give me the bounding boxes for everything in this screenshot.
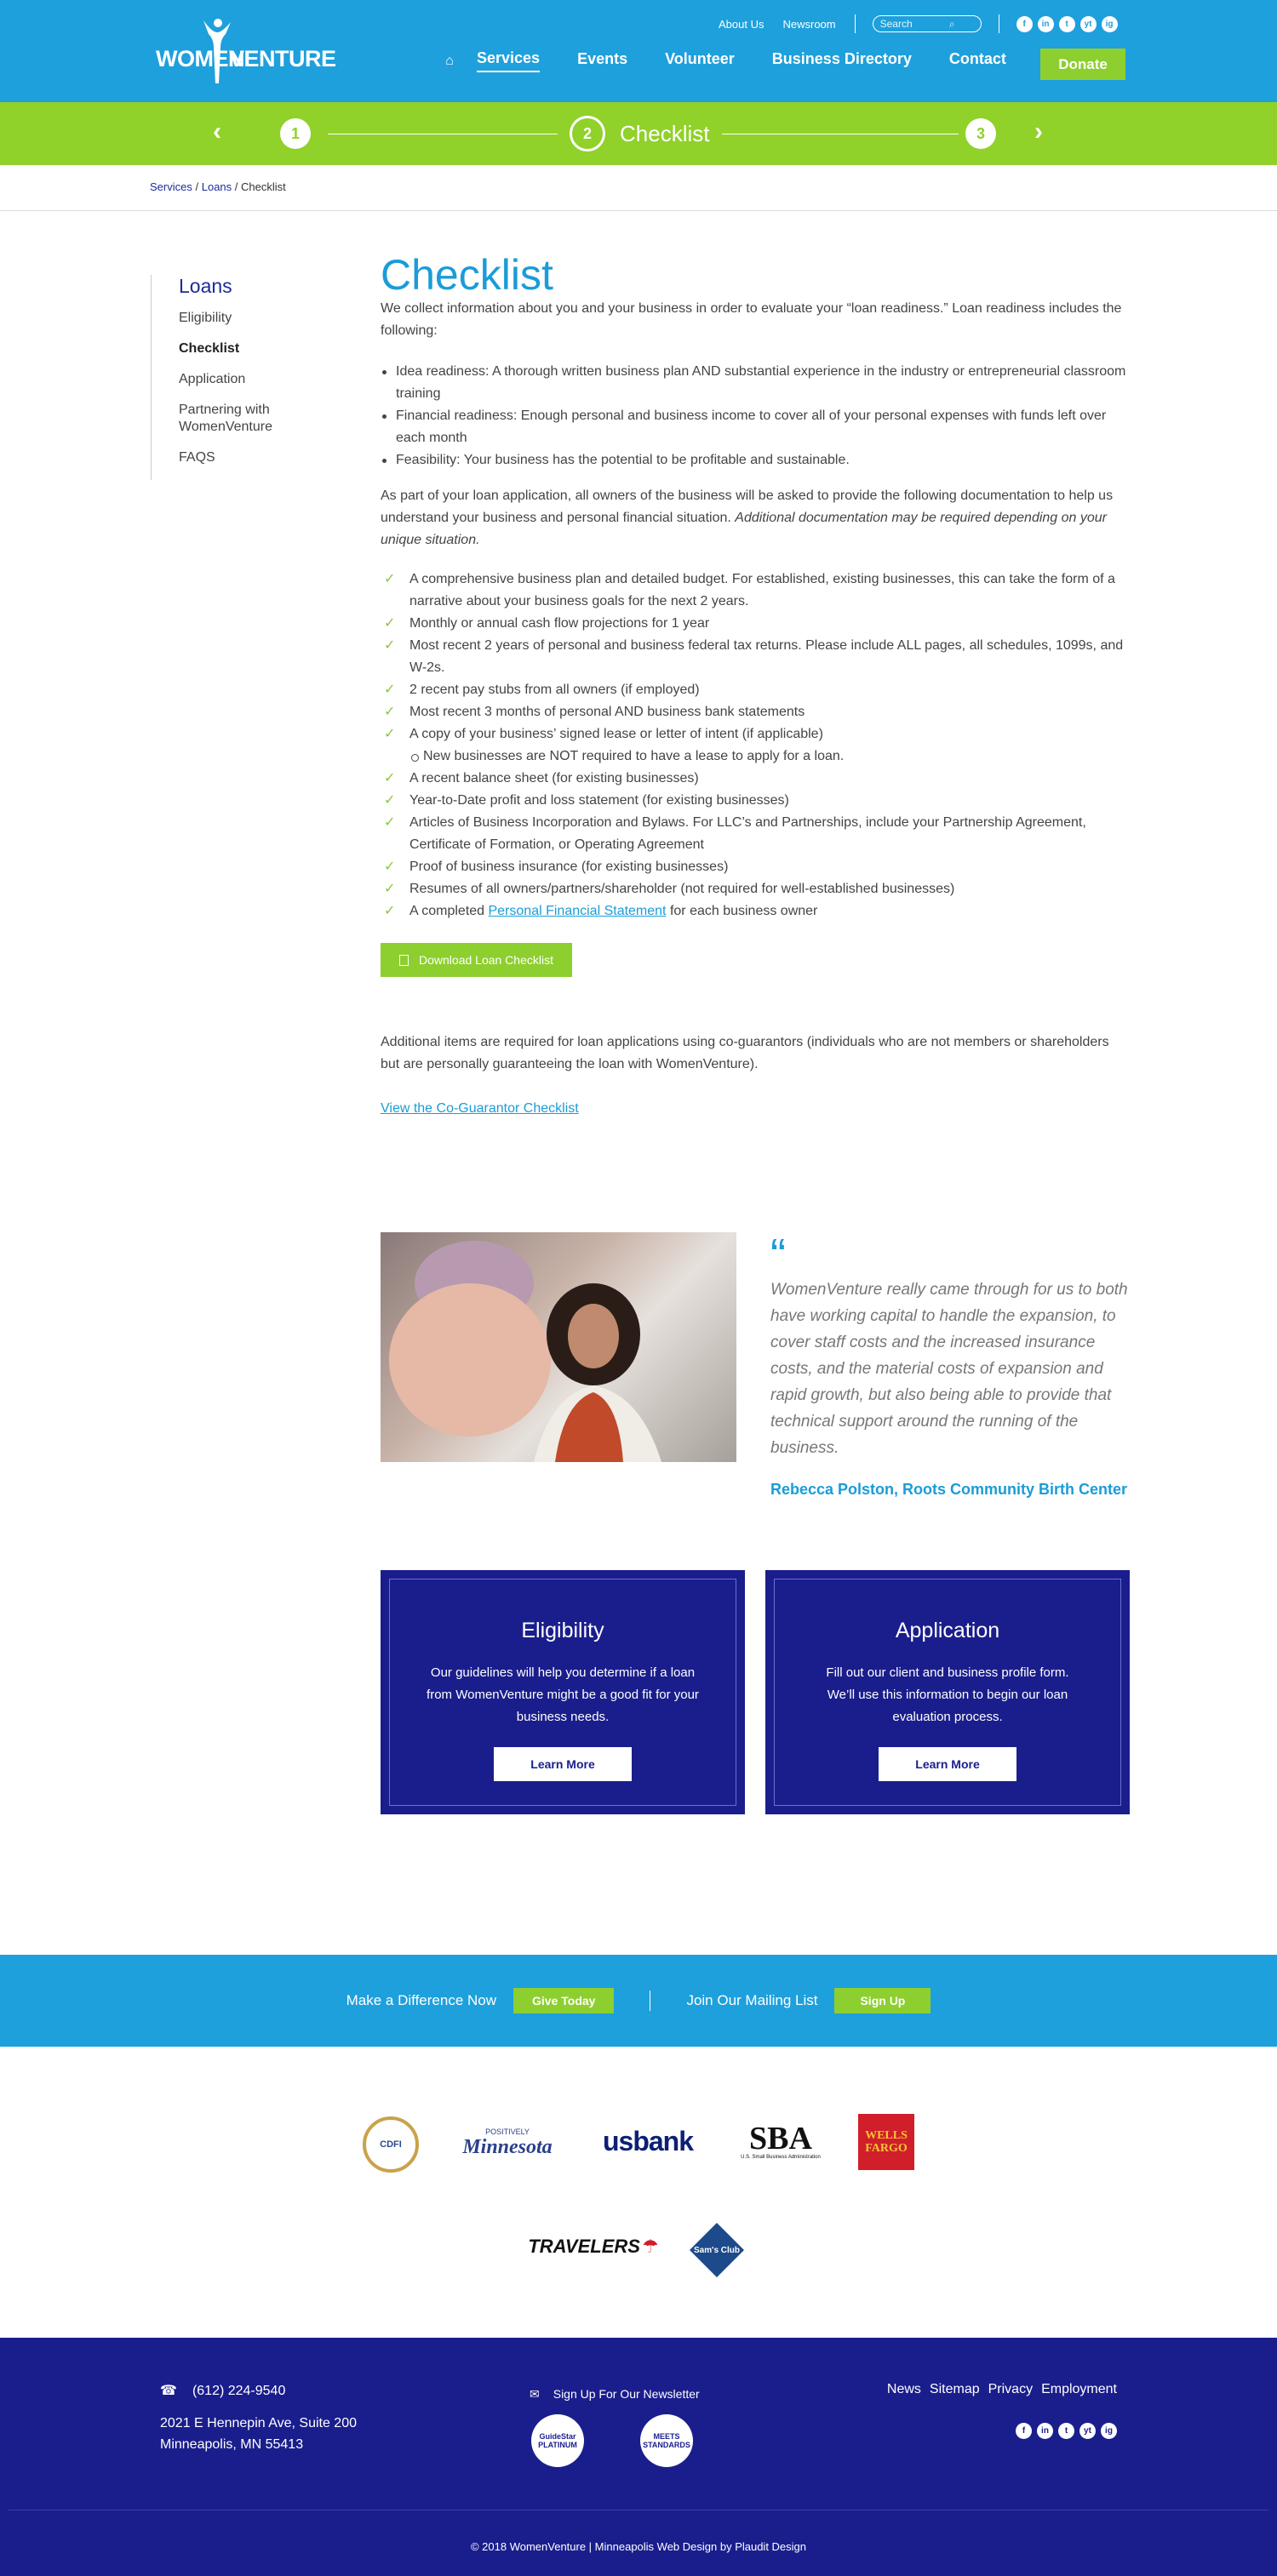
- step-1[interactable]: 1: [280, 118, 311, 149]
- newsletter-signup-link[interactable]: [530, 2387, 700, 2402]
- intro-text: We collect information about you and your business in order to evaluate your “loan readiness.” Loan readiness includes the following:: [381, 301, 1122, 338]
- list-item: [381, 768, 1130, 790]
- positively-minnesota-logo[interactable]: [456, 2121, 558, 2165]
- youtube-icon[interactable]: yt: [1079, 2423, 1096, 2439]
- nav-volunteer[interactable]: Volunteer: [665, 50, 735, 67]
- sba-logo[interactable]: [736, 2117, 826, 2165]
- linkedin-icon[interactable]: in: [1038, 16, 1054, 32]
- checklist-text: Proof of business insurance (for existing businesses): [409, 860, 729, 874]
- card-border: [389, 1579, 736, 1806]
- address-line: Minneapolis, MN 55413: [160, 2437, 304, 2452]
- logo-text: Minnesota: [462, 2135, 553, 2158]
- readiness-list: [381, 361, 1130, 471]
- logo-text: TRAVELERS: [528, 2236, 640, 2257]
- checklist-text: A comprehensive business plan and detailed budget. For established, existing businesses, this can take the form of a narrative about your business goals for the next 2 years.: [409, 572, 1115, 608]
- check-icon: ✓: [384, 771, 396, 785]
- main-content: [381, 251, 1130, 1120]
- search-input[interactable]: [873, 15, 982, 32]
- newsroom-link[interactable]: Newsroom: [782, 17, 836, 31]
- download-loan-checklist-button[interactable]: [381, 943, 572, 977]
- checklist-text: 2 recent pay stubs from all owners (if employed): [409, 683, 700, 697]
- sams-club-logo[interactable]: [690, 2223, 744, 2277]
- testimonial-author: Rebecca Polston, Roots Community Birth Center: [770, 1481, 1128, 1498]
- footer-link-employment[interactable]: Employment: [1041, 2382, 1117, 2396]
- testimonial-quote: WomenVenture really came through for us to both have working capital to handle the expansion, to cover staff costs and the increased insurance costs, and the material costs of expansion and rapid growth, but also being able to provide that technical support around the running of the business.: [770, 1281, 1128, 1457]
- site-header: [0, 0, 1277, 102]
- cta-bar: [0, 1955, 1277, 2047]
- site-footer: [0, 2338, 1277, 2576]
- card-text: Fill out our client and business profile form. We’ll use this information to begin our loan evaluation process.: [826, 1665, 1069, 1724]
- step-progress-bar: [0, 102, 1277, 165]
- list-item: [381, 723, 1130, 745]
- divider: [855, 14, 856, 33]
- phone-number: (612) 224-9540: [192, 2384, 286, 2398]
- breadcrumb: [0, 165, 1277, 211]
- travelers-logo[interactable]: [528, 2230, 659, 2264]
- document-icon: [399, 955, 409, 966]
- instagram-icon[interactable]: ig: [1102, 16, 1118, 32]
- sidebar-nav: [151, 275, 321, 480]
- breadcrumb-loans[interactable]: Loans: [201, 180, 232, 193]
- step-3[interactable]: 3: [965, 118, 996, 149]
- next-step-cards: [381, 1570, 1130, 1814]
- twitter-icon[interactable]: t: [1059, 16, 1075, 32]
- sidebar-item-partnering[interactable]: Partnering with WomenVenture: [179, 403, 272, 434]
- list-item: Feasibility: Your business has the potential to be profitable and sustainable.: [381, 449, 1130, 471]
- personal-financial-statement-link[interactable]: Personal Financial Statement: [488, 904, 667, 918]
- about-us-link[interactable]: About Us: [719, 17, 764, 31]
- copyright: © 2018 WomenVenture | Minneapolis Web Design by Plaudit Design: [470, 2540, 807, 2553]
- doc-intro-text: As part of your loan application, all owners of the business will be asked to provide the following documentation to help us understand your business and personal financial situation.: [381, 488, 1114, 525]
- quote-mark-icon: “: [770, 1230, 786, 1281]
- footer-link-sitemap[interactable]: Sitemap: [929, 2382, 980, 2396]
- check-icon: ✓: [384, 793, 396, 808]
- sign-up-button[interactable]: Sign Up: [834, 1988, 931, 2013]
- umbrella-icon: ☂: [641, 2236, 659, 2257]
- search-icon[interactable]: ⌕: [948, 17, 955, 30]
- wells-fargo-logo[interactable]: WELLS FARGO: [858, 2114, 914, 2170]
- standards-badge[interactable]: MEETS STANDARDS: [640, 2414, 693, 2467]
- footer-social: [1016, 2423, 1117, 2439]
- card-text: Our guidelines will help you determine if a loan from WomenVenture might be a good fit for your business needs.: [427, 1665, 699, 1724]
- check-icon: ✓: [384, 683, 396, 697]
- logo-word-venture: VENTURE: [229, 46, 336, 71]
- list-subitem: New businesses are NOT required to have a lease to apply for a loan.: [381, 745, 1130, 768]
- check-icon: ✓: [384, 904, 396, 918]
- checklist-text: A completed: [409, 904, 489, 918]
- download-label: Download Loan Checklist: [419, 953, 553, 967]
- list-item: [381, 679, 1130, 701]
- phone-icon: ☎: [160, 2384, 177, 2398]
- logo-word-women: WOMEN: [156, 46, 244, 71]
- social-links: [1016, 16, 1118, 32]
- list-item: [381, 856, 1130, 878]
- co-guarantor-checklist-link[interactable]: View the Co-Guarantor Checklist: [381, 1101, 579, 1116]
- sidebar-heading-loans[interactable]: Loans: [179, 275, 232, 297]
- linkedin-icon[interactable]: in: [1037, 2423, 1053, 2439]
- check-icon: ✓: [384, 638, 396, 653]
- checklist-text: Most recent 3 months of personal AND business bank statements: [409, 705, 805, 719]
- sponsor-logos: [0, 2093, 1277, 2306]
- utility-nav: [719, 14, 1118, 33]
- documentation-intro: [381, 485, 1130, 551]
- prev-step-arrow-icon[interactable]: ‹: [213, 117, 221, 146]
- card-eligibility: [381, 1570, 745, 1814]
- sidebar-item-application[interactable]: Application: [179, 372, 246, 386]
- guidestar-badge[interactable]: GuideStar PLATINUM: [531, 2414, 584, 2467]
- testimonial-photo: [381, 1232, 736, 1462]
- home-icon[interactable]: ⌂: [445, 53, 454, 68]
- breadcrumb-current: Checklist: [241, 180, 286, 193]
- doc-intro-italic: Additional documentation may be required depending on your unique situation.: [381, 511, 1108, 547]
- check-icon: ✓: [384, 882, 396, 896]
- nav-events[interactable]: Events: [577, 50, 628, 67]
- logo-text: POSITIVELY: [485, 2127, 530, 2136]
- checklist-text: Articles of Business Incorporation and Bylaws. For LLC’s and Partnerships, include your Partnership Agreement, Certificate of Formation, or Operating Agreement: [409, 815, 1086, 852]
- nav-business-directory[interactable]: Business Directory: [771, 50, 912, 67]
- checklist-text: Year-to-Date profit and loss statement (for existing businesses): [409, 793, 789, 808]
- breadcrumb-sep: /: [195, 180, 199, 193]
- list-item: [381, 613, 1130, 635]
- footer-links: [887, 2382, 1117, 2397]
- application-learn-more-button[interactable]: Learn More: [879, 1747, 1016, 1781]
- list-item: Idea readiness: A thorough written business plan AND substantial experience in the industry or entrepreneurial classroom training: [381, 361, 1130, 405]
- card-border: [774, 1579, 1121, 1806]
- checklist-text: A recent balance sheet (for existing businesses): [409, 771, 699, 785]
- card-title: Eligibility: [521, 1619, 604, 1642]
- envelope-icon: ✉: [530, 2387, 540, 2401]
- give-today-button[interactable]: Give Today: [513, 1988, 614, 2013]
- footer-phone[interactable]: [160, 2382, 285, 2399]
- nav-services[interactable]: Services: [477, 49, 540, 72]
- next-step-arrow-icon[interactable]: ›: [1034, 117, 1043, 146]
- co-guarantor-text: Additional items are required for loan applications using co-guarantors (individuals who are not members or shareholders but are personally guaranteeing the loan with WomenVenture).: [381, 1035, 1109, 1071]
- document-checklist: [381, 568, 1130, 922]
- check-icon: ✓: [384, 616, 396, 631]
- eligibility-learn-more-button[interactable]: Learn More: [494, 1747, 632, 1781]
- instagram-icon[interactable]: ig: [1101, 2423, 1117, 2439]
- search-placeholder: Search: [879, 18, 913, 30]
- page-title: Checklist: [381, 251, 553, 299]
- list-item: [381, 790, 1130, 812]
- checklist-text: A copy of your business’ signed lease or letter of intent (if applicable): [409, 727, 823, 741]
- check-icon: ✓: [384, 727, 396, 741]
- cdfi-logo[interactable]: CDFI: [363, 2116, 419, 2173]
- site-logo[interactable]: [156, 17, 336, 85]
- checklist-text: for each business owner: [666, 904, 818, 918]
- donate-button[interactable]: Donate: [1040, 49, 1125, 80]
- list-item: [381, 878, 1130, 900]
- breadcrumb-sep: /: [234, 180, 238, 193]
- cta-left-text: Make a Difference Now: [346, 1992, 497, 2008]
- sidebar-item-eligibility[interactable]: Eligibility: [179, 311, 232, 325]
- card-application: [765, 1570, 1130, 1814]
- list-item: [381, 635, 1130, 679]
- facebook-icon[interactable]: f: [1016, 16, 1033, 32]
- list-item: [381, 900, 1130, 922]
- sidebar-item-faqs[interactable]: FAQS: [179, 450, 215, 465]
- main-nav: [432, 49, 1044, 72]
- logo-text: SBA: [749, 2121, 812, 2156]
- footer-address: [160, 2413, 357, 2455]
- list-item: Financial readiness: Enough personal and business income to cover all of your personal expenses with funds left over each month: [381, 405, 1130, 449]
- breadcrumb-services[interactable]: Services: [150, 180, 192, 193]
- check-icon: ✓: [384, 815, 396, 830]
- check-icon: ✓: [384, 860, 396, 874]
- card-title: Application: [895, 1619, 1000, 1642]
- list-item: [381, 701, 1130, 723]
- checklist-text: Most recent 2 years of personal and business federal tax returns. Please include ALL pages, all schedules, 1099s, and W-2s.: [409, 638, 1124, 675]
- sidebar-item-checklist[interactable]: Checklist: [179, 341, 240, 356]
- current-step-label: Checklist: [620, 121, 710, 146]
- list-item: [381, 568, 1130, 613]
- youtube-icon[interactable]: yt: [1080, 16, 1097, 32]
- list-item: [381, 812, 1130, 856]
- nav-contact[interactable]: Contact: [948, 50, 1006, 67]
- cta-right-text: Join Our Mailing List: [686, 1992, 818, 2008]
- newsletter-label: Sign Up For Our Newsletter: [553, 2387, 700, 2401]
- twitter-icon[interactable]: t: [1058, 2423, 1074, 2439]
- checklist-text: Monthly or annual cash flow projections for 1 year: [409, 616, 710, 631]
- woman-portrait-image: [381, 1232, 736, 1462]
- checklist-text: Resumes of all owners/partners/shareholder (not required for well-established businesses): [409, 882, 955, 896]
- testimonial: [381, 1230, 1130, 1498]
- footer-link-privacy[interactable]: Privacy: [988, 2382, 1034, 2396]
- us-bank-logo[interactable]: usbank: [602, 2125, 694, 2156]
- footer-link-news[interactable]: News: [886, 2382, 921, 2396]
- check-icon: ✓: [384, 705, 396, 719]
- check-icon: ✓: [384, 572, 396, 586]
- logo-text: U.S. Small Business Administration: [741, 2155, 821, 2160]
- facebook-icon[interactable]: f: [1016, 2423, 1032, 2439]
- step-2-current: 2: [570, 116, 605, 151]
- logo-text: Sam's Club: [693, 2245, 741, 2255]
- address-line: 2021 E Hennepin Ave, Suite 200: [160, 2416, 357, 2430]
